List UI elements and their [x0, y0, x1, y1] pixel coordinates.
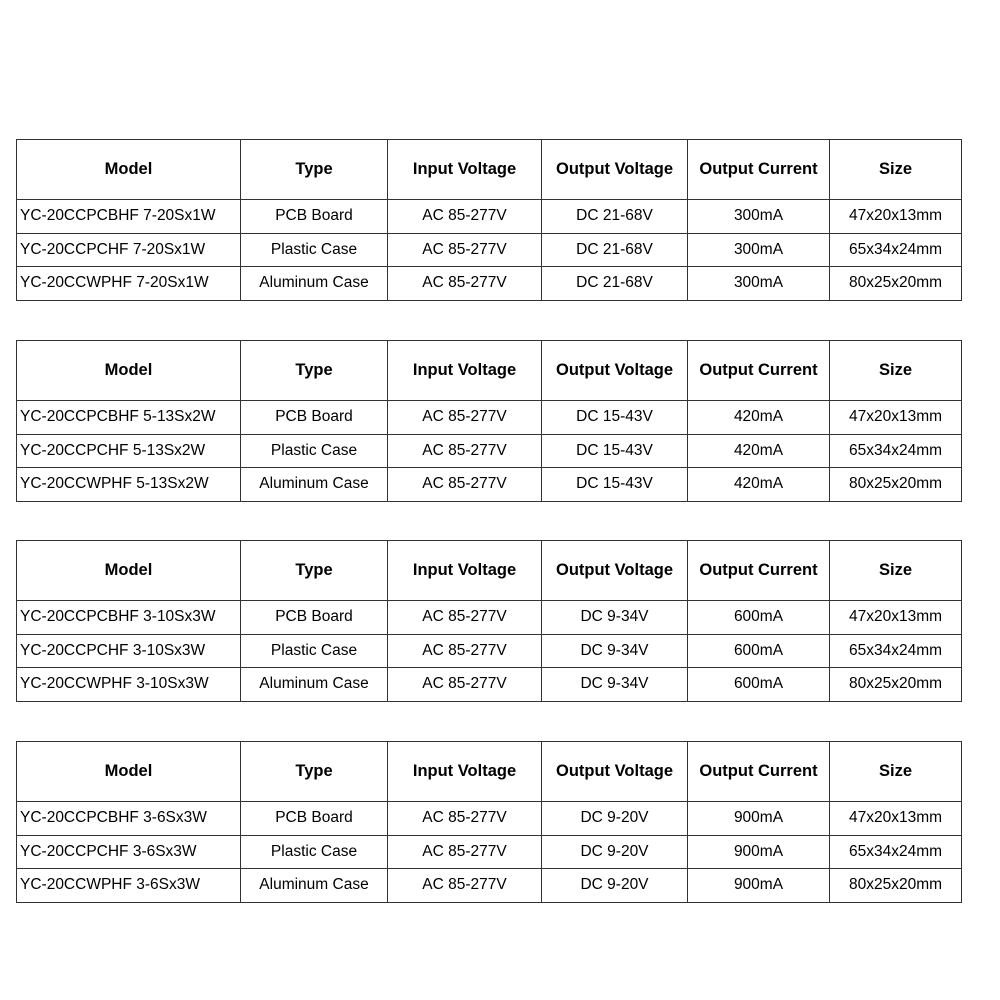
size-cell: 65x34x24mm [830, 634, 962, 668]
input-voltage-cell: AC 85-277V [388, 835, 542, 869]
output-current-cell: 300mA [688, 200, 830, 234]
header-size: Size [830, 341, 962, 401]
model-cell: YC-20CCWPHF 7-20Sx1W [17, 267, 241, 301]
type-cell: PCB Board [241, 802, 388, 836]
size-cell: 47x20x13mm [830, 802, 962, 836]
model-cell: YC-20CCPCBHF 3-6Sx3W [17, 802, 241, 836]
table-header-row [17, 140, 962, 200]
model-cell: YC-20CCPCBHF 5-13Sx2W [17, 401, 241, 435]
output-voltage-cell: DC 15-43V [542, 434, 688, 468]
table-row [17, 802, 962, 836]
output-current-cell: 300mA [688, 233, 830, 267]
input-voltage-cell: AC 85-277V [388, 267, 542, 301]
size-cell: 65x34x24mm [830, 233, 962, 267]
type-cell: PCB Board [241, 200, 388, 234]
output-voltage-cell: DC 15-43V [542, 468, 688, 502]
input-voltage-cell: AC 85-277V [388, 233, 542, 267]
output-current-cell: 900mA [688, 802, 830, 836]
table-row [17, 434, 962, 468]
header-model: Model [17, 541, 241, 601]
type-cell: Aluminum Case [241, 668, 388, 702]
output-voltage-cell: DC 9-34V [542, 601, 688, 635]
spec-table-1w [16, 139, 962, 301]
table-row [17, 869, 962, 903]
input-voltage-cell: AC 85-277V [388, 802, 542, 836]
output-current-cell: 600mA [688, 601, 830, 635]
header-output-current: Output Current [688, 541, 830, 601]
header-output-voltage: Output Voltage [542, 341, 688, 401]
header-type: Type [241, 742, 388, 802]
header-size: Size [830, 742, 962, 802]
header-input-voltage: Input Voltage [388, 541, 542, 601]
output-current-cell: 420mA [688, 468, 830, 502]
output-voltage-cell: DC 21-68V [542, 200, 688, 234]
table-row [17, 401, 962, 435]
header-type: Type [241, 140, 388, 200]
type-cell: Plastic Case [241, 634, 388, 668]
header-model: Model [17, 341, 241, 401]
header-model: Model [17, 140, 241, 200]
output-voltage-cell: DC 9-20V [542, 869, 688, 903]
model-cell: YC-20CCPCHF 5-13Sx2W [17, 434, 241, 468]
input-voltage-cell: AC 85-277V [388, 434, 542, 468]
model-cell: YC-20CCWPHF 3-6Sx3W [17, 869, 241, 903]
header-output-current: Output Current [688, 140, 830, 200]
table-row [17, 233, 962, 267]
table-row [17, 634, 962, 668]
table-row [17, 468, 962, 502]
header-input-voltage: Input Voltage [388, 742, 542, 802]
table-row [17, 668, 962, 702]
size-cell: 80x25x20mm [830, 869, 962, 903]
type-cell: Plastic Case [241, 835, 388, 869]
output-voltage-cell: DC 9-20V [542, 835, 688, 869]
output-voltage-cell: DC 15-43V [542, 401, 688, 435]
output-voltage-cell: DC 9-20V [542, 802, 688, 836]
header-output-voltage: Output Voltage [542, 541, 688, 601]
input-voltage-cell: AC 85-277V [388, 468, 542, 502]
type-cell: Plastic Case [241, 434, 388, 468]
input-voltage-cell: AC 85-277V [388, 401, 542, 435]
size-cell: 80x25x20mm [830, 267, 962, 301]
type-cell: PCB Board [241, 601, 388, 635]
table-row [17, 835, 962, 869]
type-cell: PCB Board [241, 401, 388, 435]
header-input-voltage: Input Voltage [388, 341, 542, 401]
output-current-cell: 900mA [688, 869, 830, 903]
size-cell: 47x20x13mm [830, 200, 962, 234]
model-cell: YC-20CCPCHF 3-10Sx3W [17, 634, 241, 668]
output-voltage-cell: DC 9-34V [542, 668, 688, 702]
header-type: Type [241, 341, 388, 401]
size-cell: 47x20x13mm [830, 401, 962, 435]
output-current-cell: 300mA [688, 267, 830, 301]
input-voltage-cell: AC 85-277V [388, 869, 542, 903]
output-current-cell: 600mA [688, 668, 830, 702]
model-cell: YC-20CCPCHF 3-6Sx3W [17, 835, 241, 869]
input-voltage-cell: AC 85-277V [388, 200, 542, 234]
spec-table-2w [16, 340, 962, 502]
input-voltage-cell: AC 85-277V [388, 601, 542, 635]
spec-table-3w-10s [16, 540, 962, 702]
type-cell: Aluminum Case [241, 468, 388, 502]
table-header-row [17, 742, 962, 802]
model-cell: YC-20CCWPHF 5-13Sx2W [17, 468, 241, 502]
size-cell: 47x20x13mm [830, 601, 962, 635]
header-type: Type [241, 541, 388, 601]
type-cell: Aluminum Case [241, 267, 388, 301]
model-cell: YC-20CCPCHF 7-20Sx1W [17, 233, 241, 267]
table-row [17, 601, 962, 635]
header-output-current: Output Current [688, 341, 830, 401]
output-voltage-cell: DC 21-68V [542, 233, 688, 267]
header-size: Size [830, 541, 962, 601]
spec-table-3w-6s [16, 741, 962, 903]
size-cell: 80x25x20mm [830, 668, 962, 702]
output-current-cell: 900mA [688, 835, 830, 869]
table-row [17, 200, 962, 234]
header-input-voltage: Input Voltage [388, 140, 542, 200]
output-current-cell: 600mA [688, 634, 830, 668]
table-header-row [17, 541, 962, 601]
header-output-current: Output Current [688, 742, 830, 802]
model-cell: YC-20CCPCBHF 7-20Sx1W [17, 200, 241, 234]
model-cell: YC-20CCPCBHF 3-10Sx3W [17, 601, 241, 635]
output-voltage-cell: DC 9-34V [542, 634, 688, 668]
header-model: Model [17, 742, 241, 802]
type-cell: Plastic Case [241, 233, 388, 267]
header-output-voltage: Output Voltage [542, 140, 688, 200]
size-cell: 65x34x24mm [830, 434, 962, 468]
header-output-voltage: Output Voltage [542, 742, 688, 802]
input-voltage-cell: AC 85-277V [388, 668, 542, 702]
table-header-row [17, 341, 962, 401]
size-cell: 80x25x20mm [830, 468, 962, 502]
output-current-cell: 420mA [688, 401, 830, 435]
type-cell: Aluminum Case [241, 869, 388, 903]
table-row [17, 267, 962, 301]
header-size: Size [830, 140, 962, 200]
size-cell: 65x34x24mm [830, 835, 962, 869]
model-cell: YC-20CCWPHF 3-10Sx3W [17, 668, 241, 702]
output-current-cell: 420mA [688, 434, 830, 468]
output-voltage-cell: DC 21-68V [542, 267, 688, 301]
input-voltage-cell: AC 85-277V [388, 634, 542, 668]
